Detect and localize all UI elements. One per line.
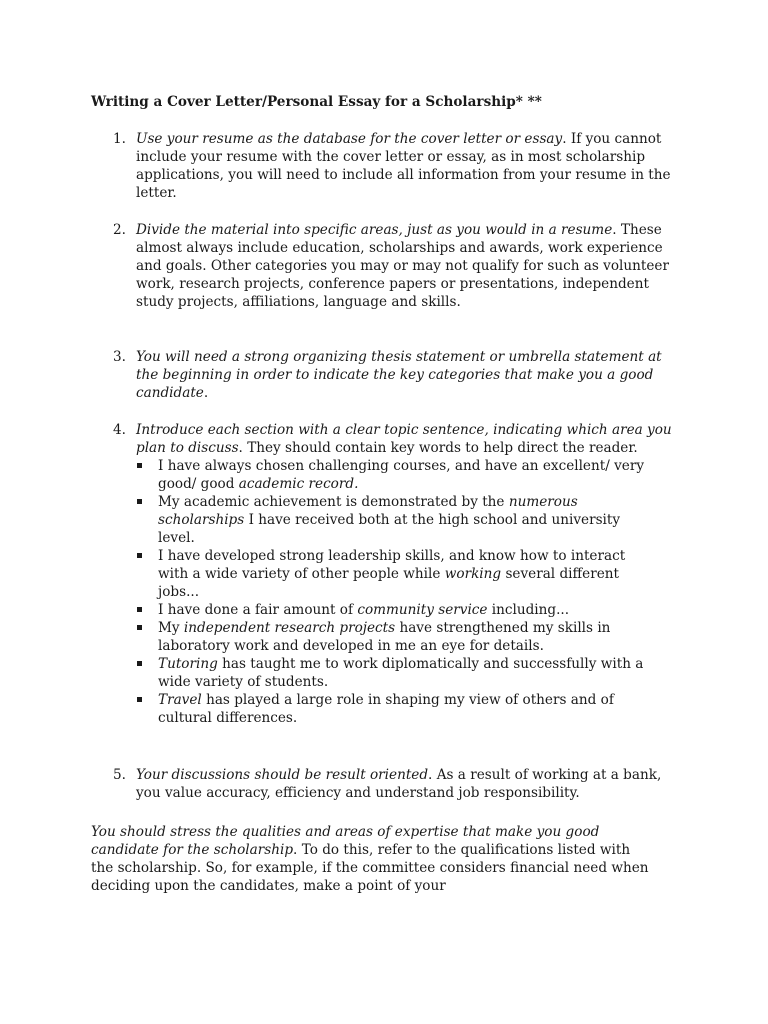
- item-lead: Use your resume as the database for the cover letter or essay: [136, 131, 563, 147]
- bullet-marker: [137, 499, 142, 504]
- list-item: [113, 130, 683, 202]
- closing-lead: You should stress the qualities and areas of expertise that make you good candidate for the scholarship: [91, 824, 600, 858]
- item-text: . If you cannot include your resume with the cover letter or essay, as in most scholarship applications, you will need to include all information from your resume in the letter.: [136, 131, 671, 201]
- bullet-marker: [137, 697, 142, 702]
- item-text: . As a result of working at a bank, you value accuracy, efficiency and understand job responsibility.: [136, 767, 662, 801]
- item-body: [136, 421, 681, 457]
- bullet-item: My academic achievement is demonstrated by the numerous scholarships I have received both at the high school and university level.: [136, 493, 658, 547]
- bullet-marker: [137, 661, 142, 666]
- list-item: [113, 221, 683, 311]
- item-body: [136, 766, 681, 802]
- bullet-item: I have always chosen challenging courses, and have an excellent/ very good/ good academic record.: [136, 457, 658, 493]
- item-lead: Introduce each section with a clear topic sentence, indicating which area you plan to discuss: [136, 422, 672, 456]
- item-body: [136, 130, 681, 202]
- bullet-item: I have developed strong leadership skills, and know how to interact with a wide variety of other people while working several different jobs...: [136, 547, 658, 601]
- item-lead: Divide the material into specific areas, just as you would in a resume: [136, 222, 613, 238]
- item-text: . These almost always include education, scholarships and awards, work experience and goals. Other categories you may or may not qualify for such as volunteer work, research projects, conference papers or presentations, independent study projects, affiliations, language and skills.: [136, 222, 669, 310]
- list-item: [113, 348, 683, 402]
- bullet-marker: [137, 625, 142, 630]
- bullet-item: Travel has played a large role in shaping my view of others and of cultural differences.: [136, 691, 658, 727]
- item-number: 3.: [113, 349, 126, 365]
- bullet-marker: [137, 463, 142, 468]
- item-lead: You will need a strong organizing thesis statement or umbrella statement at the beginning in order to indicate the key categories that make you a good candidate: [136, 349, 662, 401]
- bullet-marker: [137, 553, 142, 558]
- list-item: [113, 421, 683, 727]
- item-lead: Your discussions should be result oriented: [136, 767, 429, 783]
- item-number: 4.: [113, 422, 126, 438]
- item-number: 2.: [113, 222, 126, 238]
- bullet-item: My independent research projects have strengthened my skills in laboratory work and developed in me an eye for details.: [136, 619, 658, 655]
- bullet-item: Tutoring has taught me to work diplomatically and successfully with a wide variety of students.: [136, 655, 658, 691]
- bullet-list: [136, 457, 683, 727]
- bullet-item: I have done a fair amount of community service including...: [136, 601, 658, 619]
- bullet-marker: [137, 607, 142, 612]
- item-number: 5.: [113, 767, 126, 783]
- item-text: . They should contain key words to help direct the reader.: [238, 440, 638, 456]
- item-number: 1.: [113, 131, 126, 147]
- closing-text: . To do this, refer to the qualifications listed with the scholarship. So, for example, if the committee considers financial need when deciding upon the candidates, make a point of your: [91, 842, 649, 894]
- document-title: Writing a Cover Letter/Personal Essay for a Scholarship* **: [91, 94, 542, 110]
- list-item: [113, 766, 683, 802]
- item-text: .: [203, 385, 209, 401]
- item-body: [136, 221, 681, 311]
- item-body: [136, 348, 681, 402]
- closing-paragraph: [91, 823, 651, 895]
